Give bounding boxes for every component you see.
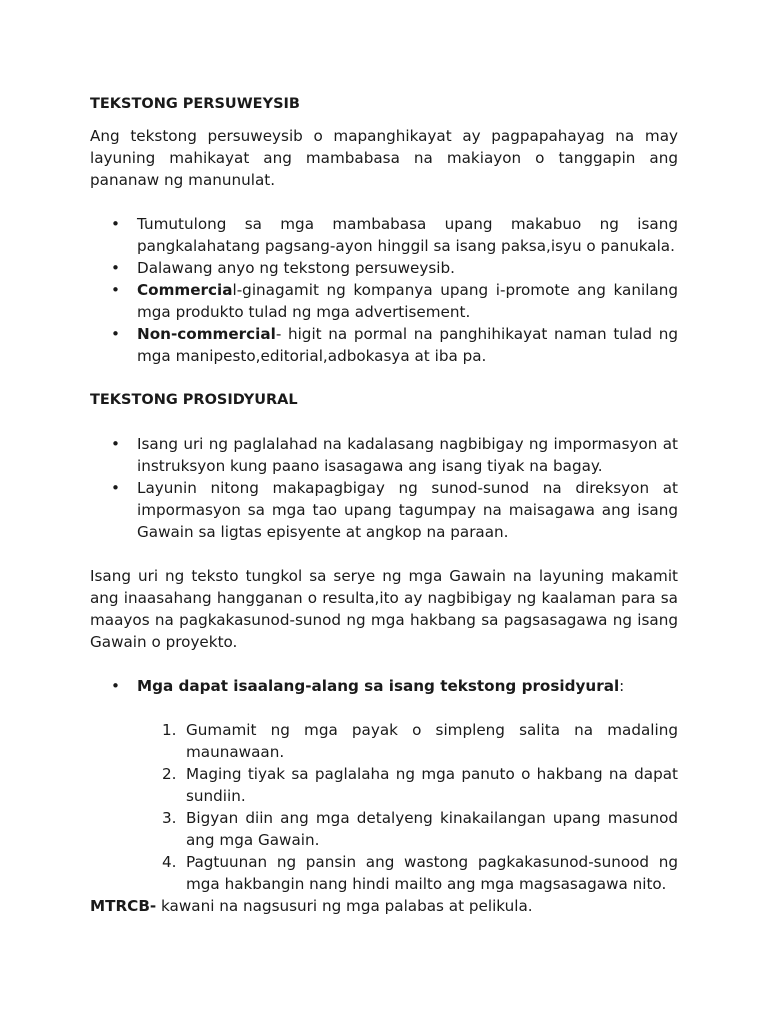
bullet-icon: •: [111, 325, 120, 343]
list-item: • Tumutulong sa mga mambabasa upang makabuo ng isang pangkalahatang pagsang-ayon hinggil sa isang paksa,isyu o panukala.: [111, 215, 678, 255]
mtrcb-note: MTRCB- kawani na nagsusuri ng mga palabas at pelikula.: [90, 897, 533, 915]
list-item: • Non-commercial- higit na pormal na panghihikayat naman tulad ng mga manipesto,editorial,adbokasya at iba pa.: [111, 325, 678, 365]
considerations-list: [90, 675, 678, 697]
list-item: 3. Bigyan diin ang mga detalyeng kinakailangan upang masunod ang mga Gawain.: [162, 809, 678, 849]
list-item: 1. Gumamit ng mga payak o simpleng salita na madaling maunawaan.: [162, 721, 678, 761]
persuweysib-bullet-list: [90, 213, 678, 367]
step-number: 4.: [162, 853, 177, 871]
bullet-icon: •: [111, 281, 120, 299]
persuweysib-intro: Ang tekstong persuweysib o mapanghikayat ay pagpapahayag na may layuning mahikayat ang mambabasa na makiayon o tanggapin ang pananaw ng manunulat.: [90, 127, 678, 189]
steps-list: [90, 719, 678, 895]
step-number: 3.: [162, 809, 177, 827]
bullet-icon: •: [111, 479, 120, 497]
step-number: 1.: [162, 721, 177, 739]
list-item: • Mga dapat isaalang-alang sa isang tekstong prosidyural:: [111, 677, 625, 695]
considerations-title: Mga dapat isaalang-alang sa isang tekstong prosidyural: [137, 677, 620, 695]
list-item: • Commercial-ginagamit ng kompanya upang i-promote ang kanilang mga produkto tulad ng mga advertisement.: [111, 281, 678, 321]
bullet-icon: •: [111, 215, 120, 233]
step-number: 2.: [162, 765, 177, 783]
list-item: • Layunin nitong makapagbigay ng sunod-sunod na direksyon at impormasyon sa mga tao upang tagumpay na maisagawa ang isang Gawain sa ligtas episyente at angkop na paraan.: [111, 479, 678, 541]
bullet-icon: •: [111, 677, 120, 695]
list-item: 4. Pagtuunan ng pansin ang wastong pagkakasunod-sunood ng mga hakbangin nang hindi mailto ang mga magsasagawa nito.: [162, 853, 678, 893]
prosidyural-paragraph: Isang uri ng teksto tungkol sa serye ng mga Gawain na layuning makamit ang inaasahang hangganan o resulta,ito ay nagbibigay ng kaalaman para sa maayos na pagkakasunod-sunod ng mga hakbang sa pagsasagawa ng isang Gawain o proyekto.: [90, 567, 678, 651]
list-item: • Isang uri ng paglalahad na kadalasang nagbibigay ng impormasyon at instruksyon kung paano isasagawa ang isang tiyak na bagay.: [111, 435, 678, 475]
section-heading-prosidyural: TEKSTONG PROSIDYURAL: [90, 392, 298, 408]
document-body: [90, 93, 678, 917]
bullet-icon: •: [111, 435, 120, 453]
term-mtrcb: MTRCB-: [90, 897, 157, 915]
bullet-icon: •: [111, 259, 120, 277]
term-non-commercial: Non-commercial: [137, 325, 276, 343]
list-item: 2. Maging tiyak sa paglalaha ng mga panuto o hakbang na dapat sundiin.: [162, 765, 678, 805]
section-heading-persuweysib: TEKSTONG PERSUWEYSIB: [90, 96, 300, 112]
prosidyural-bullet-list: [90, 433, 678, 543]
list-item: • Dalawang anyo ng tekstong persuweysib.: [111, 259, 455, 277]
term-commercial: Commercia: [137, 281, 233, 299]
